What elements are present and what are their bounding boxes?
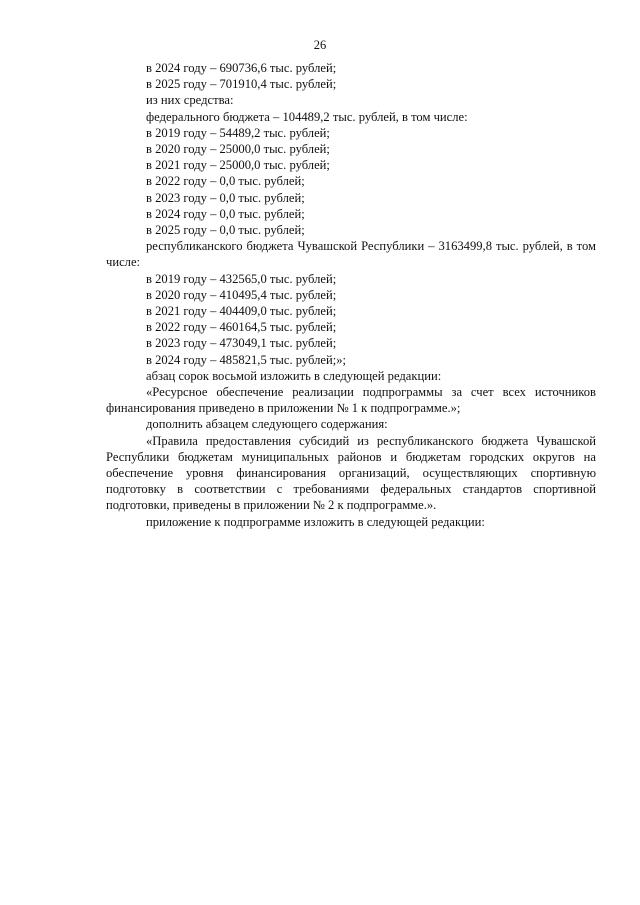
budget-line: в 2023 году – 473049,1 тыс. рублей; [146, 336, 337, 351]
budget-line: в 2023 году – 0,0 тыс. рублей; [146, 190, 305, 205]
amendment-instruction: дополнить абзацем следующего содержания: [146, 417, 388, 432]
amendment-instruction: приложение к подпрограмме изложить в следующей редакции: [146, 514, 485, 529]
budget-line: в 2020 году – 410495,4 тыс. рублей; [146, 287, 337, 302]
document-body [106, 60, 596, 530]
federal-budget-line: федерального бюджета – 104489,2 тыс. рублей, в том числе: [146, 109, 468, 124]
budget-line: в 2021 году – 404409,0 тыс. рублей; [146, 304, 337, 319]
budget-line: в 2022 году – 460164,5 тыс. рублей; [146, 320, 337, 335]
resource-provision-paragraph: «Ресурсное обеспечение реализации подпрограммы за счет всех источников финансирования приведено в приложении № 1 к подпрограмме.»; [106, 385, 596, 416]
budget-line: в 2024 году – 0,0 тыс. рублей; [146, 206, 305, 221]
budget-line: в 2024 году – 690736,6 тыс. рублей; [146, 61, 337, 75]
amendment-instruction: абзац сорок восьмой изложить в следующей редакции: [146, 368, 442, 383]
budget-line: в 2021 году – 25000,0 тыс. рублей; [146, 158, 330, 173]
republic-budget-paragraph: республиканского бюджета Чувашской Республики – 3163499,8 тыс. рублей, в том числе: [106, 239, 596, 270]
funding-sources-heading: из них средства: [146, 93, 234, 108]
budget-line: в 2025 году – 0,0 тыс. рублей; [146, 223, 305, 238]
budget-line: в 2022 году – 0,0 тыс. рублей; [146, 174, 305, 189]
budget-line: в 2019 году – 54489,2 тыс. рублей; [146, 125, 330, 140]
budget-line: в 2020 году – 25000,0 тыс. рублей; [146, 142, 330, 157]
page-number: 26 [313, 38, 327, 52]
subsidy-rules-paragraph: «Правила предоставления субсидий из республиканского бюджета Чувашской Республики бюджетам муниципальных районов и бюджетам городских округов на обеспечение уровня финансирования организаций, осуществляющих спортивную подготовку в соответствии с требованиями федеральных стандартов спортивной подготовки, приведены в приложении № 2 к подпрограмме.». [106, 433, 596, 513]
budget-line: в 2025 году – 701910,4 тыс. рублей; [146, 77, 337, 92]
budget-line: в 2019 году – 432565,0 тыс. рублей; [146, 271, 337, 286]
budget-line: в 2024 году – 485821,5 тыс. рублей;»; [146, 352, 347, 367]
